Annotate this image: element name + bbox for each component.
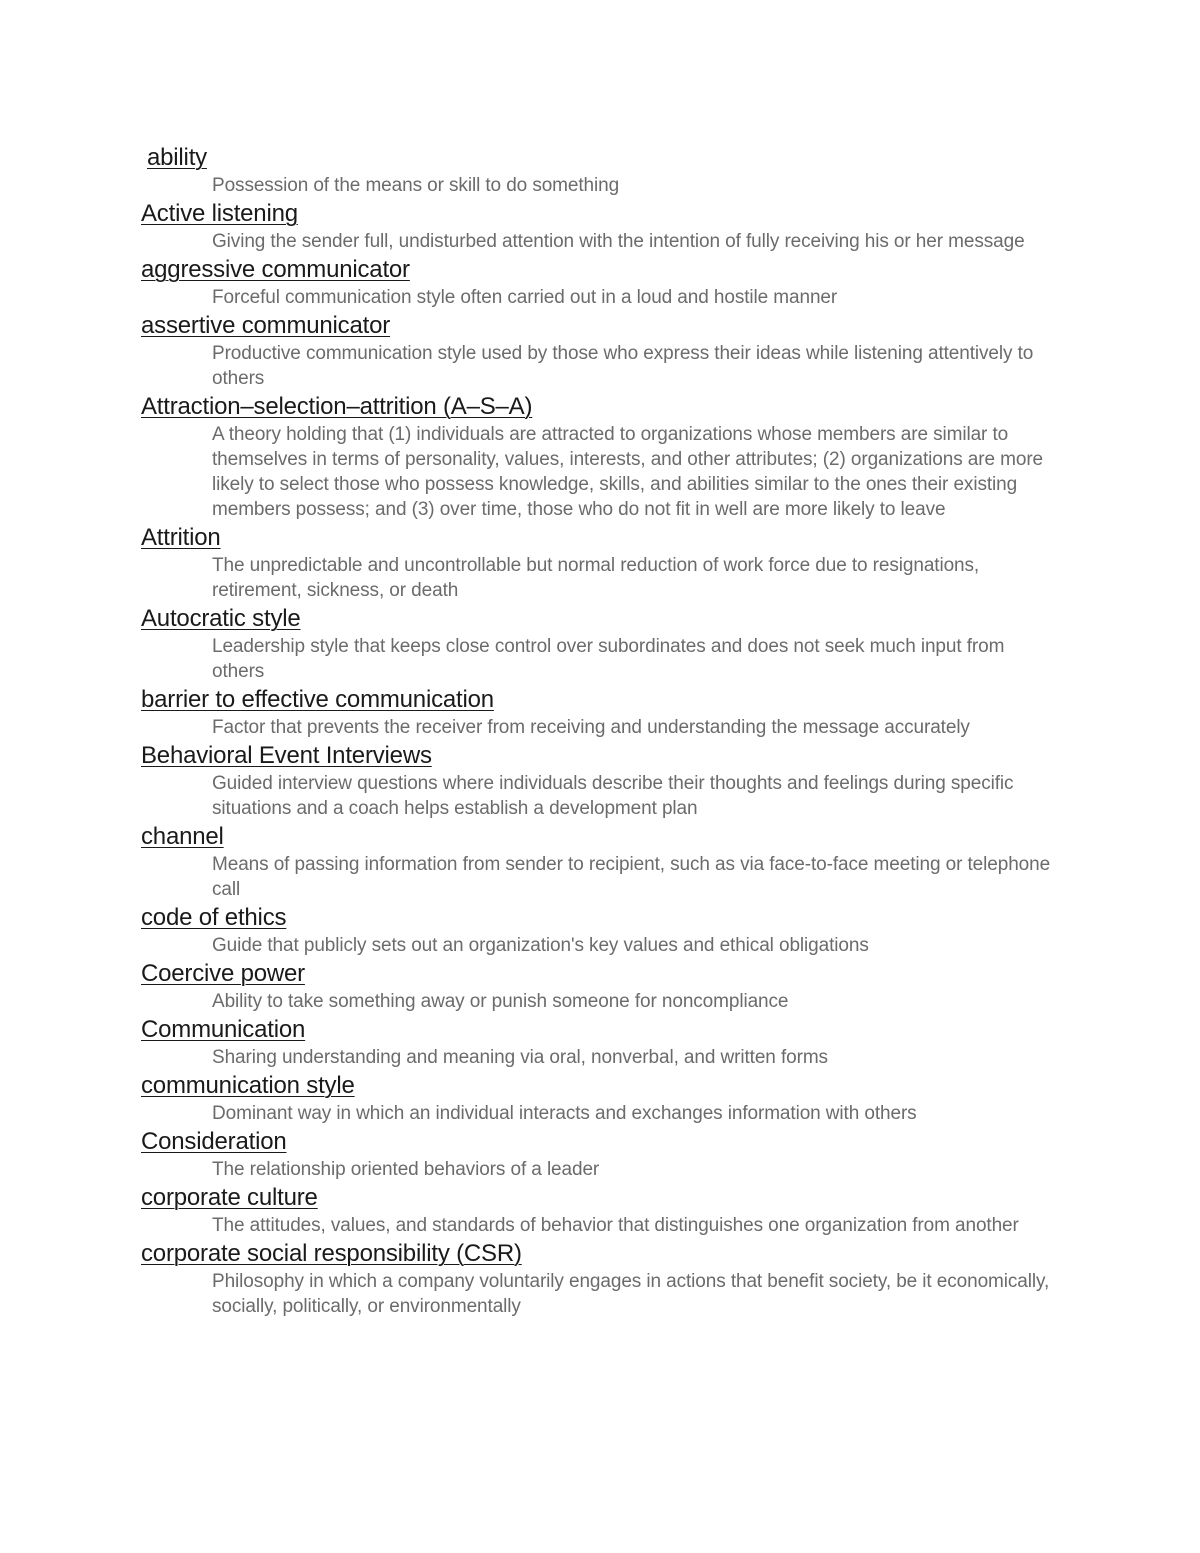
glossary-definition: Guide that publicly sets out an organization's key values and ethical obligations — [212, 935, 869, 956]
glossary-entry — [141, 1014, 1071, 1070]
glossary-entry — [141, 254, 1071, 310]
glossary-term: Active listening — [141, 200, 298, 227]
glossary-definition: Leadership style that keeps close control over subordinates and does not seek much input from others — [212, 636, 1005, 682]
glossary-entry — [141, 821, 1071, 902]
glossary-term: aggressive communicator — [141, 256, 410, 283]
glossary-term: Communication — [141, 1016, 306, 1043]
glossary-definition: Means of passing information from sender to recipient, such as via face-to-face meeting or telephone call — [212, 854, 1051, 900]
glossary-definition: Productive communication style used by those who express their ideas while listening attentively to others — [212, 343, 1034, 389]
glossary-term: ability — [147, 144, 207, 171]
glossary-term: channel — [141, 823, 224, 850]
glossary-definition: Ability to take something away or punish someone for noncompliance — [212, 991, 789, 1012]
glossary-definition: The unpredictable and uncontrollable but normal reduction of work force due to resignations, retirement, sickness, or death — [212, 555, 980, 601]
glossary-term: corporate culture — [141, 1184, 318, 1211]
glossary-definition: Giving the sender full, undisturbed attention with the intention of fully receiving his or her message — [212, 231, 1025, 252]
glossary-term: code of ethics — [141, 904, 287, 931]
glossary-entry — [141, 391, 1071, 522]
glossary-definition: Guided interview questions where individuals describe their thoughts and feelings during specific situations and a coach helps establish a development plan — [212, 773, 1014, 819]
glossary-definition: Dominant way in which an individual interacts and exchanges information with others — [212, 1103, 917, 1124]
glossary-entry — [141, 1126, 1071, 1182]
glossary-entry — [141, 310, 1071, 391]
glossary-term: Behavioral Event Interviews — [141, 742, 432, 769]
glossary-entry — [141, 902, 1071, 958]
glossary-definition: The relationship oriented behaviors of a leader — [212, 1159, 600, 1180]
glossary-entry — [141, 1238, 1071, 1319]
glossary-definition: Possession of the means or skill to do something — [212, 175, 620, 196]
glossary-definition: Philosophy in which a company voluntarily engages in actions that benefit society, be it economically, socially, politically, or environmentally — [212, 1271, 1050, 1317]
glossary-entry — [141, 1070, 1071, 1126]
glossary-term: Coercive power — [141, 960, 305, 987]
glossary-entry — [141, 684, 1071, 740]
glossary-definition: Forceful communication style often carried out in a loud and hostile manner — [212, 287, 838, 308]
glossary-entry — [141, 1182, 1071, 1238]
glossary-entry — [141, 522, 1071, 603]
glossary-definition: The attitudes, values, and standards of behavior that distinguishes one organization from another — [212, 1215, 1019, 1236]
glossary-term: assertive communicator — [141, 312, 391, 339]
glossary-definition: Sharing understanding and meaning via oral, nonverbal, and written forms — [212, 1047, 828, 1068]
glossary-entry — [141, 603, 1071, 684]
glossary-term: communication style — [141, 1072, 355, 1099]
glossary-term: corporate social responsibility (CSR) — [141, 1240, 522, 1267]
glossary-entry — [141, 142, 1071, 198]
glossary-term: Consideration — [141, 1128, 287, 1155]
glossary-term: barrier to effective communication — [141, 686, 494, 713]
glossary-term: Attraction–selection–attrition (A–S–A) — [141, 393, 533, 420]
glossary-entry — [141, 198, 1071, 254]
glossary-list — [141, 142, 1071, 1319]
glossary-term: Attrition — [141, 524, 221, 551]
glossary-definition: A theory holding that (1) individuals are attracted to organizations whose members are similar to themselves in terms of personality, values, interests, and other attributes; (2) organizations are more likely to select those who possess knowledge, skills, and abilities similar to the ones their existing members possess; and (3) over time, those who do not fit in well are more likely to leave — [212, 424, 1044, 520]
glossary-entry — [141, 958, 1071, 1014]
glossary-term: Autocratic style — [141, 605, 301, 632]
glossary-definition: Factor that prevents the receiver from receiving and understanding the message accurately — [212, 717, 970, 738]
glossary-entry — [141, 740, 1071, 821]
